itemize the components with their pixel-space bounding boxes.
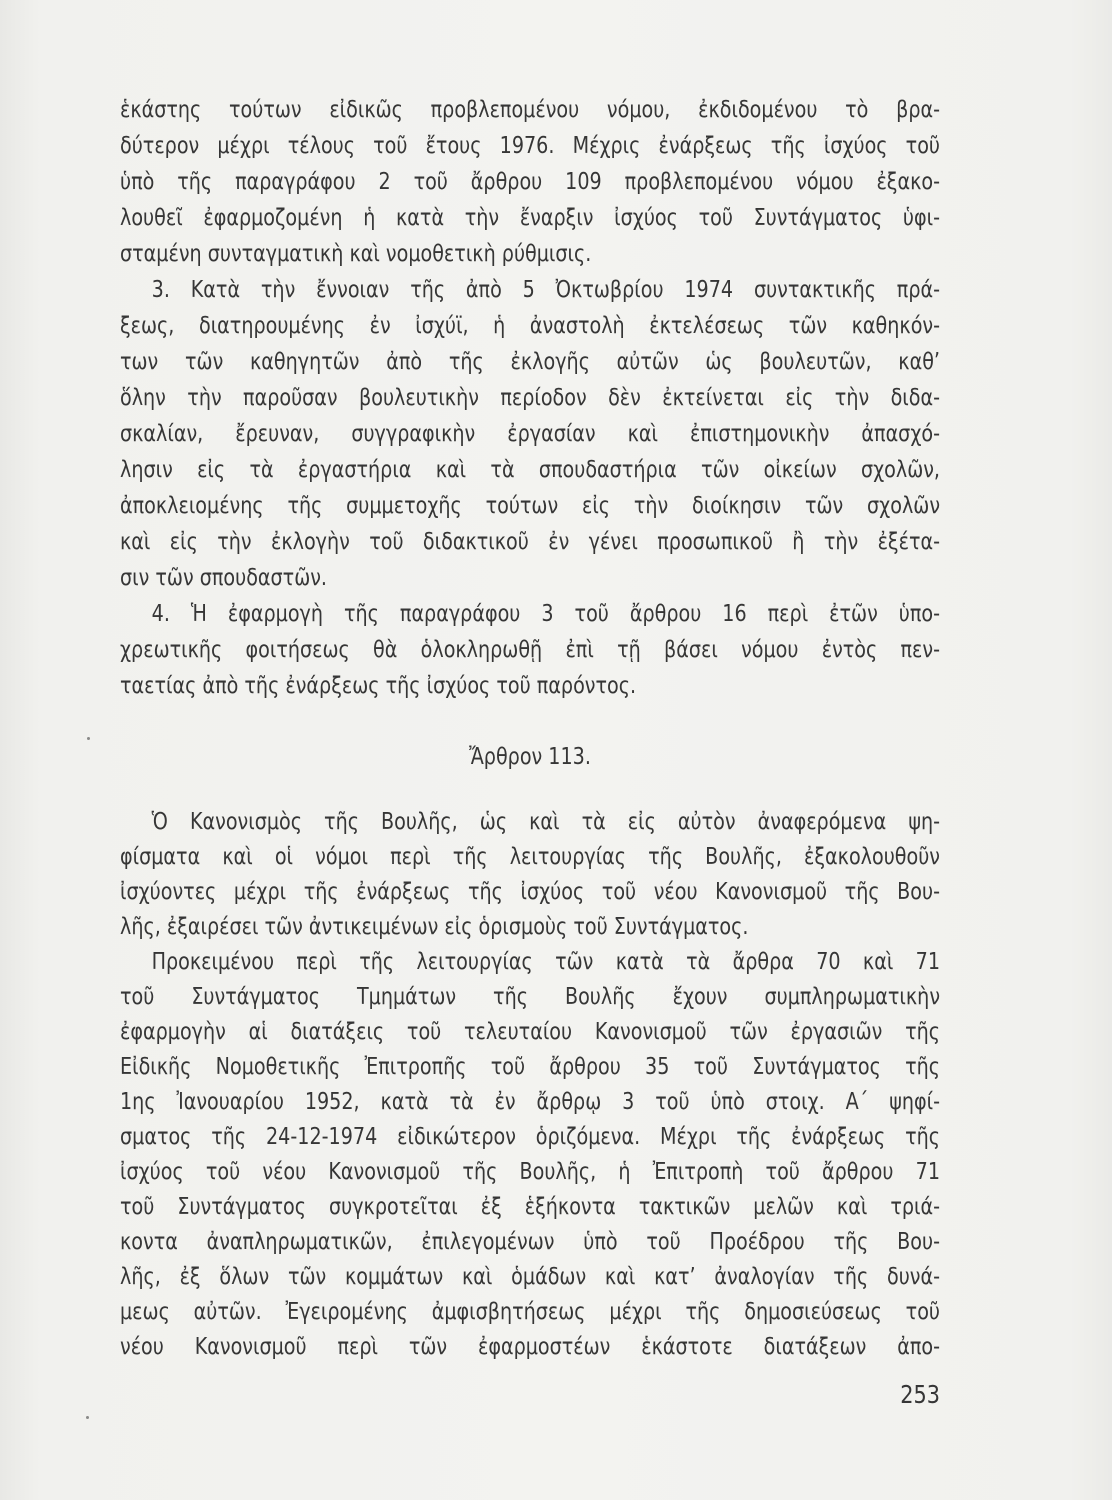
- text-line: σταμένη συνταγματικὴ καὶ νομοθετικὴ ρύθμισις.: [120, 241, 592, 267]
- text-block: [120, 805, 940, 1365]
- paragraph: [120, 596, 940, 704]
- page-number: 253: [900, 1380, 941, 1409]
- text-line: σκαλίαν, ἔρευναν, συγγραφικὴν ἐργασίαν καὶ ἐπιστημονικὴν ἀπασχό-: [120, 421, 941, 447]
- text-line: σματος τῆς 24-12-1974 εἰδικώτερον ὁριζόμενα. Μέχρι τῆς ἐνάρξεως τῆς: [120, 1124, 941, 1150]
- scan-speck: [87, 737, 90, 740]
- text-line: νέου Κανονισμοῦ περὶ τῶν ἐφαρμοστέων ἑκάστοτε διατάξεων ἀπο-: [120, 1334, 941, 1360]
- text-line: ἰσχύος τοῦ νέου Κανονισμοῦ τῆς Βουλῆς, ἡ Ἐπιτροπὴ τοῦ ἄρθρου 71: [120, 1159, 941, 1185]
- text-line: τοῦ Συντάγματος Τμημάτων τῆς Βουλῆς ἔχουν συμπληρωματικὴν: [120, 984, 941, 1010]
- text-line: κοντα ἀναπληρωματικῶν, ἐπιλεγομένων ὑπὸ τοῦ Προέδρου τῆς Βου-: [120, 1229, 941, 1255]
- paragraph: [120, 92, 940, 272]
- text-line: μεως αὐτῶν. Ἐγειρομένης ἀμφισβητήσεως μέχρι τῆς δημοσιεύσεως τοῦ: [120, 1299, 941, 1325]
- text-line: ἑκάστης τούτων εἰδικῶς προβλεπομένου νόμου, ἐκδιδομένου τὸ βρα-: [120, 97, 941, 123]
- text-line: ἐφαρμογὴν αἱ διατάξεις τοῦ τελευταίου Κανονισμοῦ τῶν ἐργασιῶν τῆς: [120, 1019, 941, 1045]
- text-line: καὶ εἰς τὴν ἐκλογὴν τοῦ διδακτικοῦ ἐν γένει προσωπικοῦ ἢ τὴν ἐξέτα-: [120, 529, 941, 555]
- paragraph: [120, 805, 940, 945]
- text-line: δύτερον μέχρι τέλους τοῦ ἔτους 1976. Μέχρις ἐνάρξεως τῆς ἰσχύος τοῦ: [120, 133, 941, 159]
- text-line: 4. Ἡ ἐφαρμογὴ τῆς παραγράφου 3 τοῦ ἄρθρου 16 περὶ ἐτῶν ὑπο-: [151, 601, 941, 627]
- text-line: ἀποκλειομένης τῆς συμμετοχῆς τούτων εἰς τὴν διοίκησιν τῶν σχολῶν: [120, 493, 941, 519]
- text-line: ἰσχύοντες μέχρι τῆς ἐνάρξεως τῆς ἰσχύος τοῦ νέου Κανονισμοῦ τῆς Βου-: [120, 879, 941, 905]
- text-line: σιν τῶν σπουδαστῶν.: [120, 565, 328, 591]
- paragraph: [120, 272, 940, 596]
- text-line: λησιν εἰς τὰ ἐργαστήρια καὶ τὰ σπουδαστήρια τῶν οἰκείων σχολῶν,: [120, 457, 941, 483]
- text-line: φίσματα καὶ οἱ νόμοι περὶ τῆς λειτουργίας τῆς Βουλῆς, ἐξακολουθοῦν: [120, 844, 941, 870]
- text-line: ξεως, διατηρουμένης ἐν ἰσχύϊ, ἡ ἀναστολὴ ἐκτελέσεως τῶν καθηκόν-: [120, 313, 941, 339]
- text-line: των τῶν καθηγητῶν ἀπὸ τῆς ἐκλογῆς αὐτῶν ὡς βουλευτῶν, καθ’: [120, 349, 941, 375]
- text-line: ταετίας ἀπὸ τῆς ἐνάρξεως τῆς ἰσχύος τοῦ παρόντος.: [120, 673, 637, 699]
- scan-speck: [86, 1416, 89, 1419]
- paragraph: [120, 945, 940, 1365]
- article-heading: Ἄρθρον 113.: [469, 744, 591, 770]
- text-line: 1ης Ἰανουαρίου 1952, κατὰ τὰ ἐν ἄρθρῳ 3 τοῦ ὑπὸ στοιχ. Α΄ ψηφί-: [120, 1089, 941, 1115]
- text-line: ὑπὸ τῆς παραγράφου 2 τοῦ ἄρθρου 109 προβλεπομένου νόμου ἐξακο-: [120, 169, 941, 195]
- text-line: ὅλην τὴν παροῦσαν βουλευτικὴν περίοδον δὲν ἐκτείνεται εἰς τὴν διδα-: [120, 385, 941, 411]
- text-line: λουθεῖ ἐφαρμοζομένη ἡ κατὰ τὴν ἔναρξιν ἰσχύος τοῦ Συντάγματος ὑφι-: [120, 205, 941, 231]
- text-line: Εἰδικῆς Νομοθετικῆς Ἐπιτροπῆς τοῦ ἄρθρου 35 τοῦ Συντάγματος τῆς: [120, 1054, 941, 1080]
- text-line: 3. Κατὰ τὴν ἔννοιαν τῆς ἀπὸ 5 Ὀκτωβρίου 1974 συντακτικῆς πρά-: [151, 277, 941, 303]
- text-line: Ὁ Κανονισμὸς τῆς Βουλῆς, ὡς καὶ τὰ εἰς αὐτὸν ἀναφερόμενα ψη-: [151, 809, 941, 835]
- text-line: Προκειμένου περὶ τῆς λειτουργίας τῶν κατὰ τὰ ἄρθρα 70 καὶ 71: [151, 949, 941, 975]
- text-column: [120, 92, 940, 1413]
- text-line: χρεωτικῆς φοιτήσεως θὰ ὁλοκληρωθῇ ἐπὶ τῇ βάσει νόμου ἐντὸς πεν-: [120, 637, 941, 663]
- text-line: λῆς, ἐξαιρέσει τῶν ἀντικειμένων εἰς ὁρισμοὺς τοῦ Συντάγματος.: [120, 914, 749, 940]
- text-block: [120, 92, 940, 704]
- text-line: τοῦ Συντάγματος συγκροτεῖται ἐξ ἑξήκοντα τακτικῶν μελῶν καὶ τριά-: [120, 1194, 941, 1220]
- text-line: λῆς, ἐξ ὅλων τῶν κομμάτων καὶ ὁμάδων καὶ κατ’ ἀναλογίαν τῆς δυνά-: [120, 1264, 941, 1290]
